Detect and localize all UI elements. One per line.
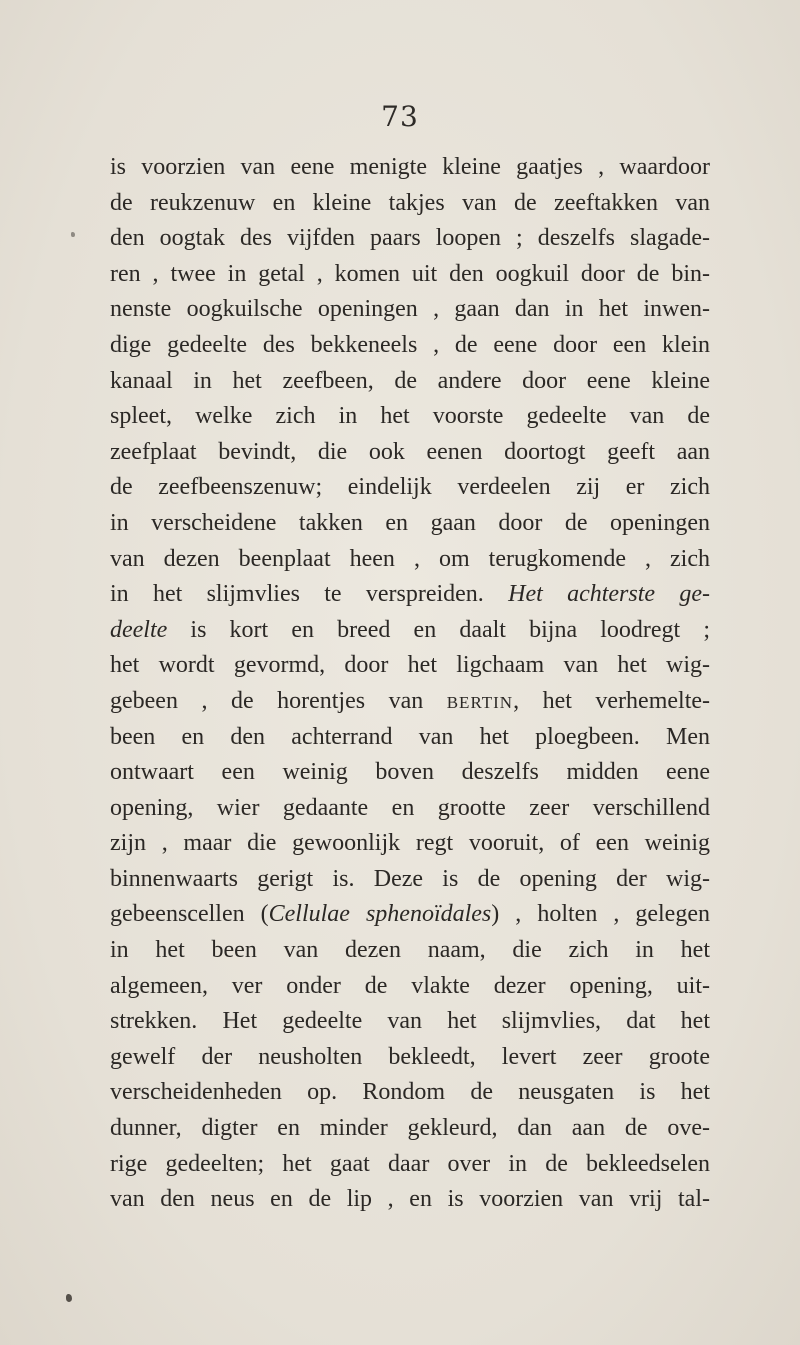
text-line: opening, wier gedaante en grootte zeer verschillend <box>110 794 710 821</box>
text-line: strekken. Het gedeelte van het slijmvlies, dat het <box>110 1008 710 1035</box>
italic-heading: deelte <box>110 616 168 643</box>
text-line: dunner, digter en minder gekleurd, dan aan de ove- <box>110 1115 710 1142</box>
text-line: verscheidenheden op. Rondom de neusgaten is het <box>110 1079 710 1106</box>
text-line: ren , twee in getal , komen uit den oogkuil door de bin- <box>110 260 710 287</box>
text-line: in het been van dezen naam, die zich in het <box>110 937 710 964</box>
page-number: 73 <box>381 100 419 133</box>
text-line: is voorzien van eene menigte kleine gaatjes , waardoor <box>110 154 710 180</box>
ink-speck <box>71 232 75 237</box>
body-text <box>110 150 710 1218</box>
text-line: deelte is kort en breed en daalt bijna loodregt ; <box>110 616 710 643</box>
author-name: BERTIN <box>446 692 514 712</box>
text-line: zijn , maar die gewoonlijk regt vooruit, of een weinig <box>110 830 710 857</box>
text-line: het wordt gevormd, door het ligchaam van het wig- <box>110 652 710 679</box>
text-line: gebeen , de horentjes van BERTIN, het verhemelte- <box>110 687 710 714</box>
text-line: algemeen, ver onder de vlakte dezer opening, uit- <box>110 972 710 999</box>
text-line: de reukzenuw en kleine takjes van de zeeftakken van <box>110 189 710 216</box>
text-line: rige gedeelten; het gaat daar over in de bekleedselen <box>110 1150 710 1177</box>
ink-speck <box>66 1294 72 1302</box>
text-line: nenste oogkuilsche openingen , gaan dan in het inwen- <box>110 296 710 323</box>
text-line: gewelf der neusholten bekleedt, levert zeer groote <box>110 1043 710 1070</box>
latin-term: Cellulae sphenoïdales <box>268 901 492 928</box>
text-line: dige gedeelte des bekkeneels , de eene door een klein <box>110 331 710 358</box>
text-line: been en den achterrand van het ploegbeen. Men <box>110 723 710 750</box>
text-line: spleet, welke zich in het voorste gedeelte van de <box>110 403 710 430</box>
text-line: van den neus en de lip , en is voorzien van vrij tal- <box>110 1186 710 1213</box>
text-line: van dezen beenplaat heen , om terugkomende , zich <box>110 545 710 572</box>
italic-heading: Het achterste ge- <box>508 581 710 608</box>
text-line: kanaal in het zeefbeen, de andere door eene kleine <box>110 367 710 394</box>
text-line: in verscheidene takken en gaan door de openingen <box>110 509 710 536</box>
text-line: de zeefbeenszenuw; eindelijk verdeelen zij er zich <box>110 474 710 501</box>
text-line: den oogtak des vijfden paars loopen ; deszelfs slagade- <box>110 225 710 252</box>
text-line: in het slijmvlies te verspreiden. Het achterste ge- <box>110 581 710 608</box>
text-line: gebeenscellen (Cellulae sphenoïdales) , holten , gelegen <box>110 901 710 928</box>
text-line: ontwaart een weinig boven deszelfs midden eene <box>110 759 710 786</box>
text-line: binnenwaarts gerigt is. Deze is de opening der wig- <box>110 865 710 892</box>
text-line: zeefplaat bevindt, die ook eenen doortogt geeft aan <box>110 438 710 465</box>
